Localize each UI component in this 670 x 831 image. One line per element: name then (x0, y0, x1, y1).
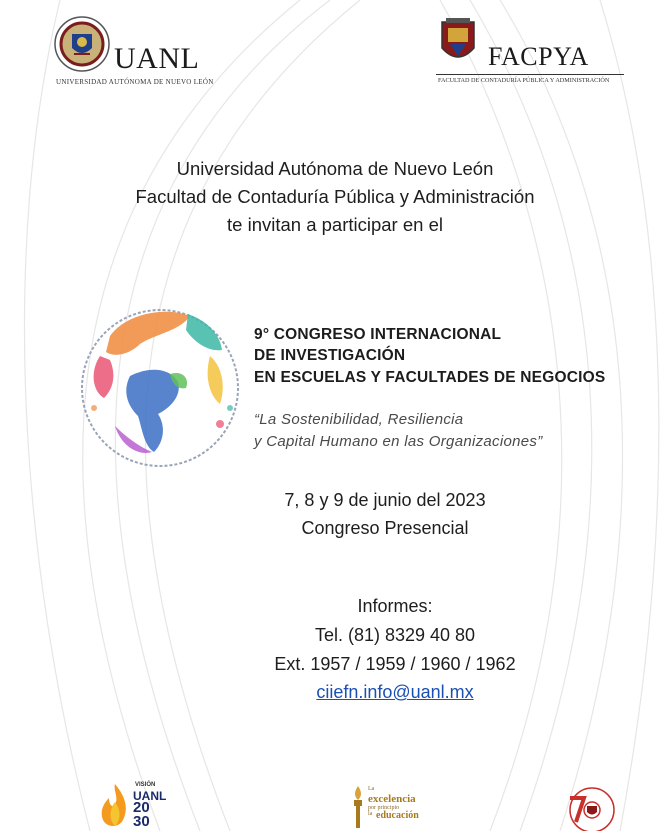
excel-line-3: por principio (368, 805, 400, 811)
excelencia-logo (348, 784, 458, 831)
excel-line-4: la (368, 811, 373, 817)
flame-icon (95, 780, 135, 831)
congress-theme-line-1: “La Sostenibilidad, Resiliencia (254, 411, 464, 428)
excel-line-1: La (368, 786, 375, 792)
torch-icon (348, 784, 368, 831)
vision-label: VISIÓN (135, 782, 156, 788)
facpya-subtitle: FACULTAD DE CONTADURÍA PÚBLICA Y ADMINISTRACIÓN (438, 77, 610, 84)
excel-line-2: excelencia (368, 793, 416, 805)
vision-year-label: 20 30 (133, 799, 150, 830)
contact-extensions: Ext. 1957 / 1959 / 1960 / 1962 (274, 654, 516, 674)
congress-theme-line-2: y Capital Humano en las Organizaciones” (254, 433, 543, 450)
vision-uanl-label: UANL (133, 789, 167, 803)
congress-dates: 7, 8 y 9 de junio del 2023 (284, 490, 486, 510)
watercolor-globe-icon (70, 296, 250, 476)
congress-title-line-1: 9° CONGRESO INTERNACIONAL (254, 326, 502, 343)
invitation-line-1: Universidad Autónoma de Nuevo León (176, 158, 494, 179)
facpya-rule (436, 74, 624, 75)
vision-2030-logo (95, 780, 175, 831)
uanl-wordmark: UANL (114, 42, 200, 75)
uanl-logo (54, 16, 214, 88)
invitation-line-3: te invitan a participar en el (227, 214, 443, 235)
uanl-subtitle: UNIVERSIDAD AUTÓNOMA DE NUEVO LEÓN (56, 78, 214, 86)
uanl-seal-icon (54, 16, 110, 72)
contact-phone: Tel. (81) 8329 40 80 (314, 625, 476, 645)
congress-title-line-2: DE INVESTIGACIÓN (254, 347, 406, 364)
invitation-line-2: Facultad de Contaduría Pública y Administración (135, 186, 535, 207)
congress-title-line-3: EN ESCUELAS Y FACULTADES DE NEGOCIOS (254, 369, 606, 386)
excel-line-5: educación (376, 810, 419, 821)
congress-mode: Congreso Presencial (301, 518, 469, 538)
contact-heading: Informes: (357, 596, 433, 616)
facpya-shield-icon (438, 18, 478, 68)
facpya-logo (436, 16, 636, 88)
facpya-anniversary-seal-icon (560, 782, 620, 831)
facpya-wordmark: FACPYA (488, 42, 589, 71)
contact-email-link[interactable]: ciiefn.info@uanl.mx (316, 682, 474, 702)
